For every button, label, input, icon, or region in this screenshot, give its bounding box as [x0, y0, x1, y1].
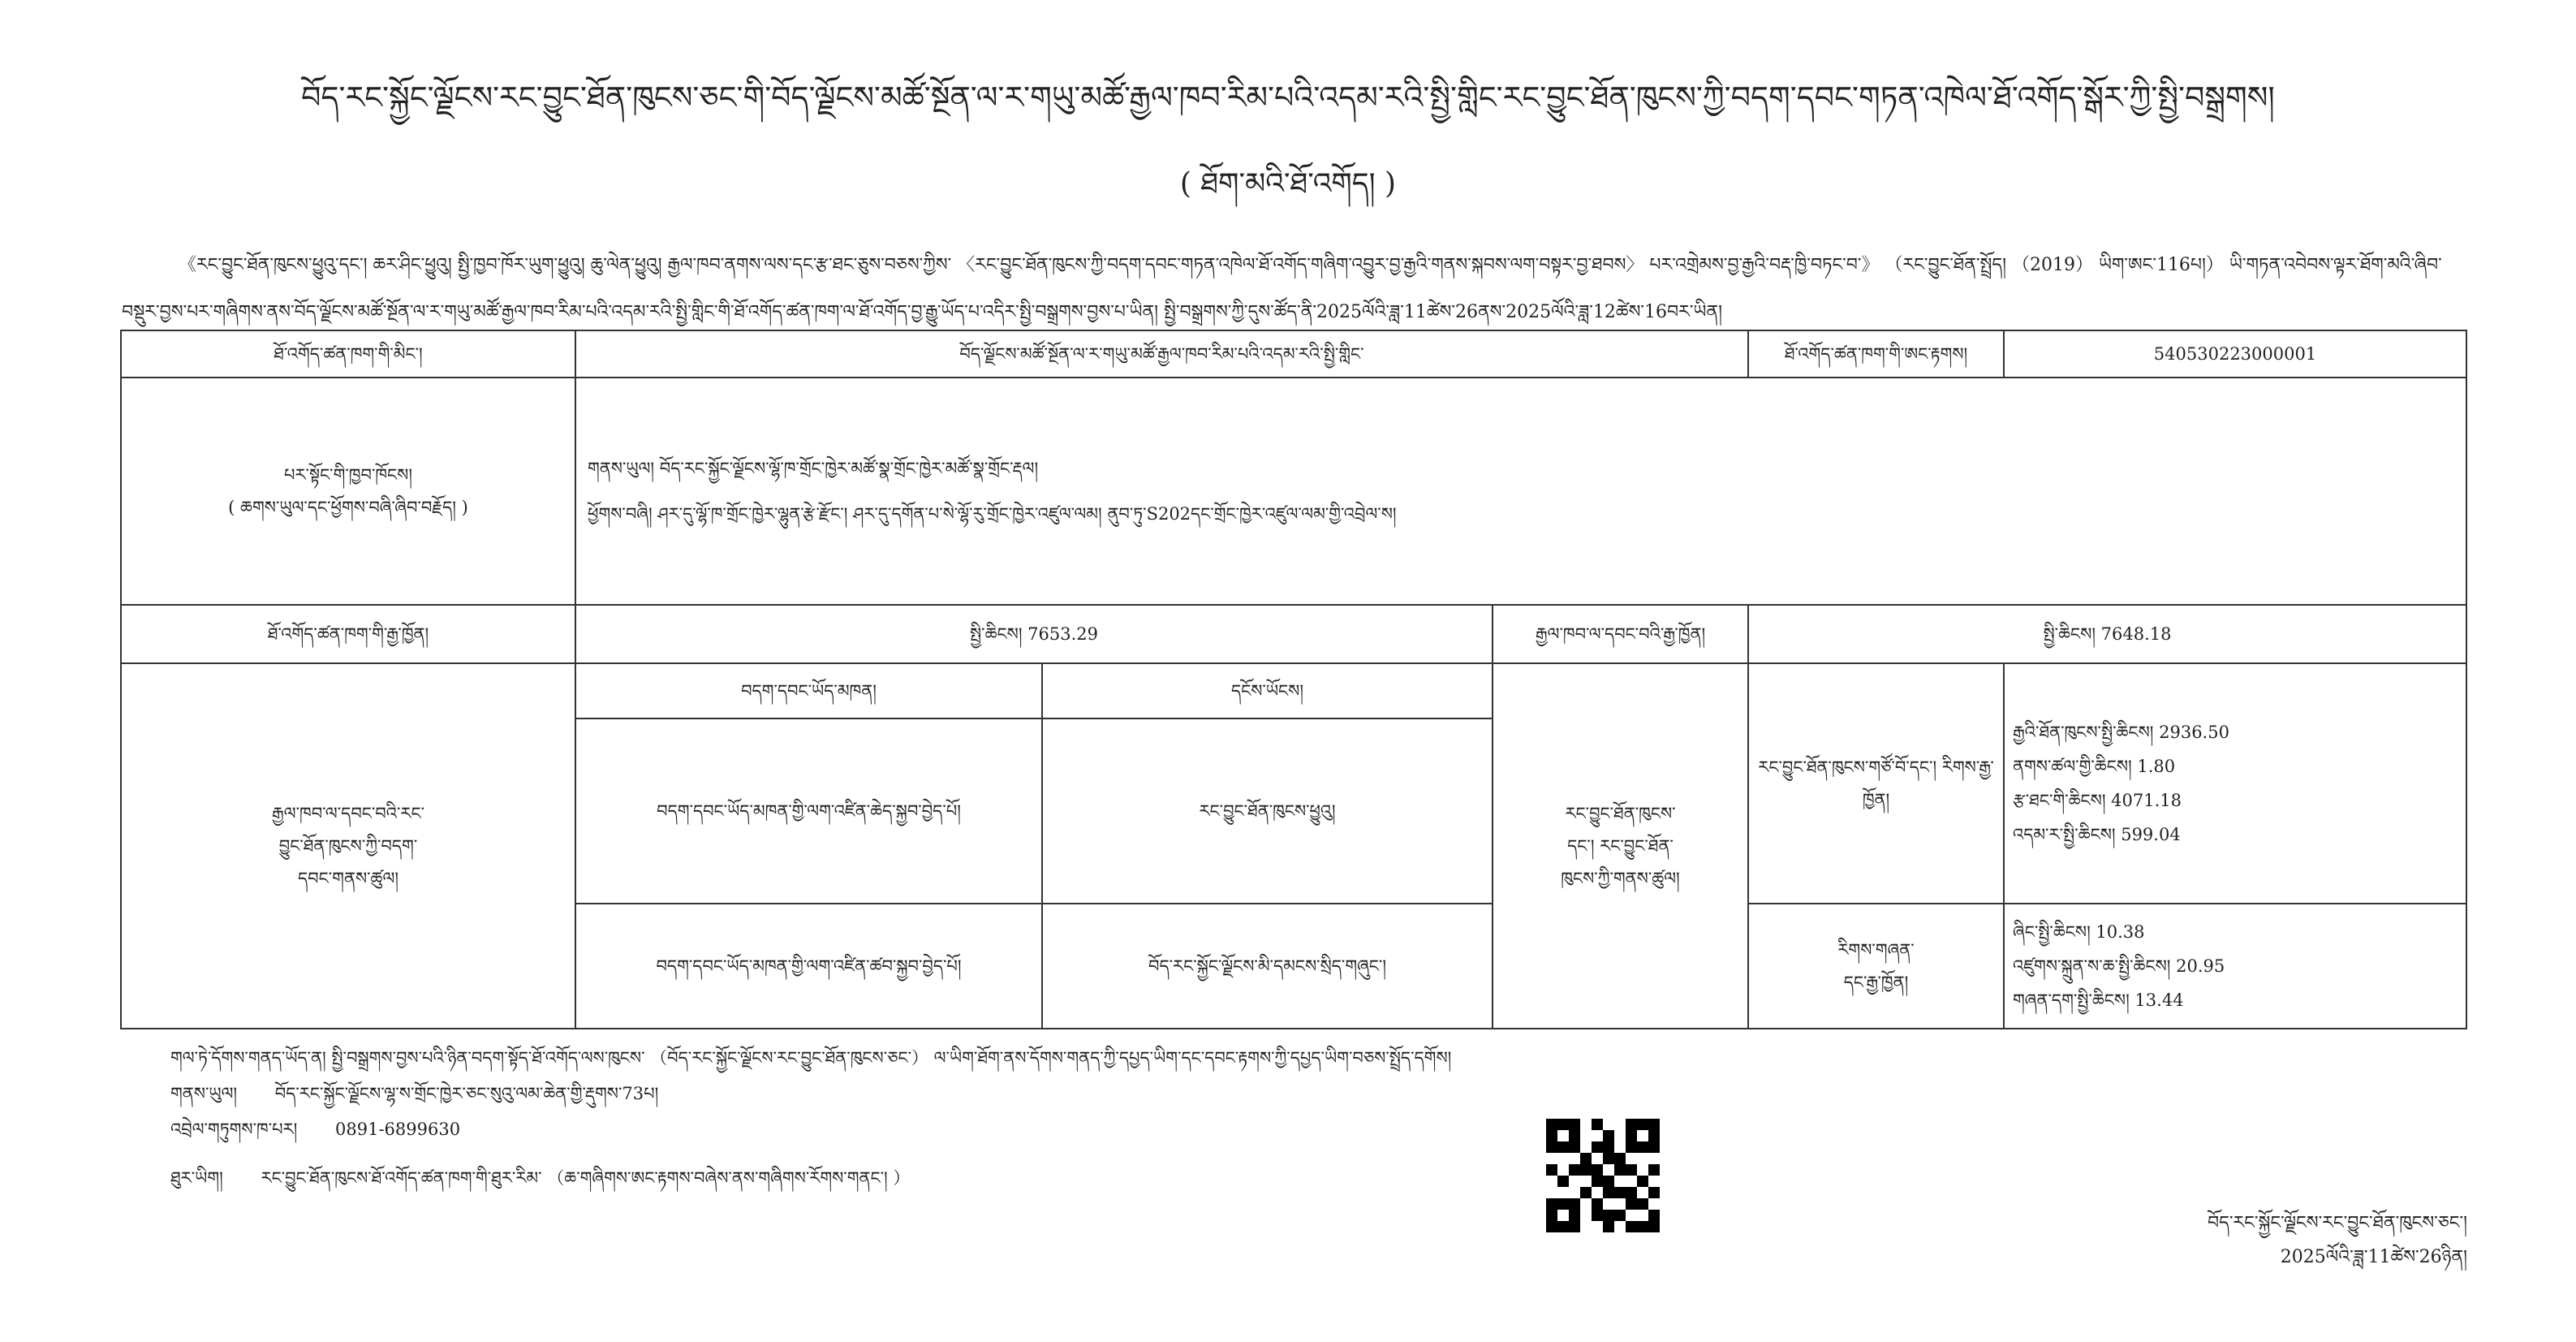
- scope-label-note: ( ཆགས་ཡུལ་དང་ཕྱོགས་བཞི་ཞིབ་བརྗོད། ): [228, 498, 468, 517]
- national-area-label: རྒྱལ་ཁབ་ལ་དབང་བའི་རྒྱ་ཁྱོན།: [1493, 605, 1748, 663]
- scope-label-cell: [121, 378, 575, 605]
- usage-other-item: གཞན་དག་སྤྱི་ཆིངས། 13.44: [2013, 990, 2184, 1010]
- usage-other-item: འཛུགས་སྐྲུན་ས་ཆ་སྤྱི་ཆིངས། 20.95: [2013, 956, 2225, 976]
- usage-other-cell: [2004, 904, 2466, 1029]
- scope-value-cell: [575, 378, 2466, 605]
- owner-rights-header: བདག་དབང་ཡོད་མཁན།: [575, 663, 1042, 718]
- ownership-label-2: བྱུང་ཐོན་ཁུངས་ཀྱི་བདག་: [278, 836, 418, 856]
- contact-value: རང་བྱུང་ཐོན་ཁུངས་ཐོ་འགོད་ཚན་ཁག་གི་ཐུར་རིམ་ （ཆ་གཞིགས་ཨང་རྟགས་བཞེས་ནས་གཞིགས་རོགས་གནང་། ）: [261, 1168, 911, 1188]
- unit-area-label: ཐོ་འགོད་ཚན་ཁག་གི་རྒྱ་ཁྱོན།: [121, 605, 575, 663]
- resource-type-cell: [1493, 663, 1748, 1029]
- registration-table: [120, 330, 2467, 1029]
- issuer-block: [1948, 1206, 2467, 1275]
- ownership-label-1: རྒྱལ་ཁབ་ལ་དབང་བའི་རང་: [271, 804, 425, 823]
- resource-type-label-2: དང་། རང་བྱུང་ཐོན་: [1567, 836, 1674, 856]
- intro-paragraph: 《རང་བྱུང་ཐོན་ཁུངས་ཕྱུའུ་དང་། ཆར་ཤིང་ཕྱུའུ། སྤྱི་ཁྱབ་ཁོར་ཡུག་ཕྱུའུ། ཆུ་ལེན་ཕྱུའུ། རྒྱལ་ཁབ་ནགས་ལས་དང་རྩ་ཐང་ཅུས་བཅས་ཀྱིས་ 〈རང་བྱུང་ཐོན་ཁུངས་ཀྱི་བདག་དབང་གཏན་འཁེལ་ཐོ་འགོད་གཞིག་འབྱུར་བྱ་རྒྱའི་གནས་སྐབས་ལག་བསྟར་བྱ་ཐབས〉 པར་འགྲེམས་བྱ་རྒྱའི་བརྡ་ཁྱི་བཏང་བ་》 （རང་བྱུང་ཐོན་སྤྲོད། （2019） ཡིག་ཨང་116པ།） ཡི་གཏན་འབེབས་ལྟར་ཐོག་མའི་ཞིབ་བསྡུར་བྱས་པར་གཞིགས་ནས་བོད་ལྗོངས་མཚོ་སྔོན་ལ་ར་གཡུ་མཚོ་རྒྱལ་ཁབ་རིམ་པའི་འདམ་རའི་སྤྱི་གླིང་གི་ཐོ་འགོད་ཚན་ཁག་ལ་ཐོ་འགོད་བྱ་རྒྱུ་ཡོད་པ་འདིར་སྤྱི་བསྒྲགས་བྱས་པ་ཡིན། སྤྱི་བསྒྲགས་ཀྱི་དུས་ཚོད་ནི་2025ལོའི་ཟླ་11ཚེས་26ནས་2025ལོའི་ཟླ་12ཚེས་16བར་ཡིན།: [122, 255, 2442, 322]
- ownership-label-cell: [121, 663, 575, 1029]
- usage-main-item: རྒྱའི་ཐོན་ཁུངས་སྤྱི་ཆིངས། 2936.50: [2013, 723, 2229, 742]
- unit-code-value: 540530223000001: [2004, 330, 2466, 378]
- qr-code-icon: [1546, 1119, 1660, 1232]
- unit-code-label: ཐོ་འགོད་ཚན་ཁག་གི་ཨང་རྟགས།: [1748, 330, 2004, 378]
- issuer-org: བོད་རང་སྐྱོང་ལྗོངས་རང་བྱུང་ཐོན་ཁུངས་ཅང་།: [2207, 1213, 2467, 1233]
- object-header: དངོས་ཡོངས།: [1042, 663, 1493, 718]
- phone-label: འབྲེལ་གཏུགས་ཁ་པར།: [170, 1120, 298, 1139]
- usage-main-item: འདམ་ར་སྤྱི་ཆིངས། 599.04: [2013, 825, 2181, 844]
- unit-area-value: སྤྱི་ཆིངས། 7653.29: [575, 605, 1493, 663]
- object-value: རང་བྱུང་ཐོན་ཁུངས་ཕྱུའུ།: [1042, 718, 1493, 904]
- owner-agent2-label: བདག་དབང་ཡོད་མཁན་གྱི་ལག་འཛིན་ཚབ་སྐྱབ་བྱེད་པོ།: [575, 904, 1042, 1029]
- other-label-2: དང་རྒྱ་ཁྱོན།: [1843, 973, 1909, 992]
- resource-type-label-3: ཁུངས་ཀྱི་གནས་ཚུལ།: [1561, 869, 1680, 888]
- agent2-value: བོད་རང་སྐྱོང་ལྗོངས་མི་དམངས་སྲིད་གཞུང་།: [1042, 904, 1493, 1029]
- page-title: བོད་རང་སྐྱོང་ལྗོངས་རང་བྱུང་ཐོན་ཁུངས་ཅང་གི་བོད་ལྗོངས་མཚོ་སྔོན་ལ་ར་གཡུ་མཚོ་རྒྱལ་ཁབ་རིམ་པའི་འདམ་རའི་སྤྱི་གླིང་རང་བྱུང་ཐོན་ཁུངས་ཀྱི་བདག་དབང་གཏན་འཁེལ་ཐོ་འགོད་སྒོར་ཀྱི་སྤྱི་བསྒྲགས།: [301, 80, 2275, 115]
- ownership-label-3: དབང་གནས་ཚུལ།: [298, 869, 398, 888]
- issue-date: 2025ལོའི་ཟླ་11ཚེས་26ཉིན།: [2280, 1247, 2467, 1267]
- footer-note: གལ་ཏེ་དོགས་གནད་ཡོད་ན། སྤྱི་བསྒྲགས་བྱས་པའི་ཉིན་བདག་སྟོད་ཐོ་འགོད་ལས་ཁུངས་ （བོད་རང་སྐྱོང་ལྗོངས་རང་བྱུང་ཐོན་ཁུངས་ཅང་） ལ་ཡིག་ཐོག་ནས་དོགས་གནད་ཀྱི་དཔྱད་ཡིག་དང་དབང་རྟགས་ཀྱི་དཔྱད་ཡིག་བཅས་སྤྲོད་དགོས།: [170, 1048, 1452, 1068]
- other-label-1: རིགས་གཞན་: [1837, 940, 1915, 960]
- address-value: བོད་རང་སྐྱོང་ལྗོངས་ལྷ་ས་གྲོང་ཁྱེར་ཅང་སུའུ་ལམ་ཆེན་གྱི་རྡུགས་73པ།: [274, 1084, 659, 1103]
- scope-label: པར་སྟོང་གི་ཁྱབ་ཁོངས།: [283, 465, 413, 485]
- footer-phone: [170, 1111, 460, 1159]
- address-label: གནས་ཡུལ།: [170, 1084, 238, 1103]
- unit-name-label: ཐོ་འགོད་ཚན་ཁག་གི་མིང་།: [121, 330, 575, 378]
- footer-contact: [170, 1159, 910, 1207]
- category-label: རང་བྱུང་ཐོན་ཁུངས་གཙོ་བོ་དང་། རིགས་རྒྱ་ཁྱོན།: [1748, 663, 2004, 904]
- usage-main-cell: [2004, 663, 2466, 904]
- owner-agent-label: བདག་དབང་ཡོད་མཁན་གྱི་ལག་འཛིན་ཆེད་སྐྱབ་བྱེད་པོ།: [575, 718, 1042, 904]
- national-area-value: སྤྱི་ཆིངས། 7648.18: [1748, 605, 2466, 663]
- unit-name-value: བོད་ལྗོངས་མཚོ་སྔོན་ལ་ར་གཡུ་མཚོ་རྒྱལ་ཁབ་རིམ་པའི་འདམ་རའི་སྤྱི་གླིང་: [575, 330, 1748, 378]
- usage-other-item: ཞིང་སྤྱི་ཆིངས། 10.38: [2013, 922, 2145, 942]
- usage-main-item: ནགས་ཚལ་གྱི་ཆིངས། 1.80: [2013, 757, 2176, 776]
- other-label-cell: [1748, 904, 2004, 1029]
- phone-value: 0891-6899630: [335, 1120, 461, 1139]
- resource-type-label-1: རང་བྱུང་ཐོན་ཁུངས་: [1565, 804, 1676, 823]
- page-subtitle: ( ཐོག་མའི་ཐོ་འགོད། ): [1179, 167, 1397, 201]
- location-line: གནས་ཡུལ། བོད་རང་སྐྱོང་ལྗོངས་ལྷོ་ཁ་གྲོང་ཁྱེར་མཚོ་སྣ་གྲོང་ཁྱེར་མཚོ་སྣ་གྲོང་རྡལ།: [588, 459, 1039, 478]
- boundary-line: ཕྱོགས་བཞི། ཤར་དུ་ལྷོ་ཁ་གྲོང་ཁྱེར་ལྷུན་རྩེ་རྫོང་། ཤར་དུ་དགོན་པ་སེ་ལྷོ་རུ་གྲོང་ཁྱེར་འཛུལ་ལམ། ནུབ་ཏུ་S202དང་གྲོང་ཁྱེར་འཛུལ་ལམ་གྱི་འབྲེལ་ས།: [588, 504, 1397, 524]
- contact-label: ཐུར་ཡིག།: [170, 1168, 223, 1188]
- usage-main-item: རྩ་ཐང་གི་ཆིངས། 4071.18: [2013, 791, 2182, 810]
